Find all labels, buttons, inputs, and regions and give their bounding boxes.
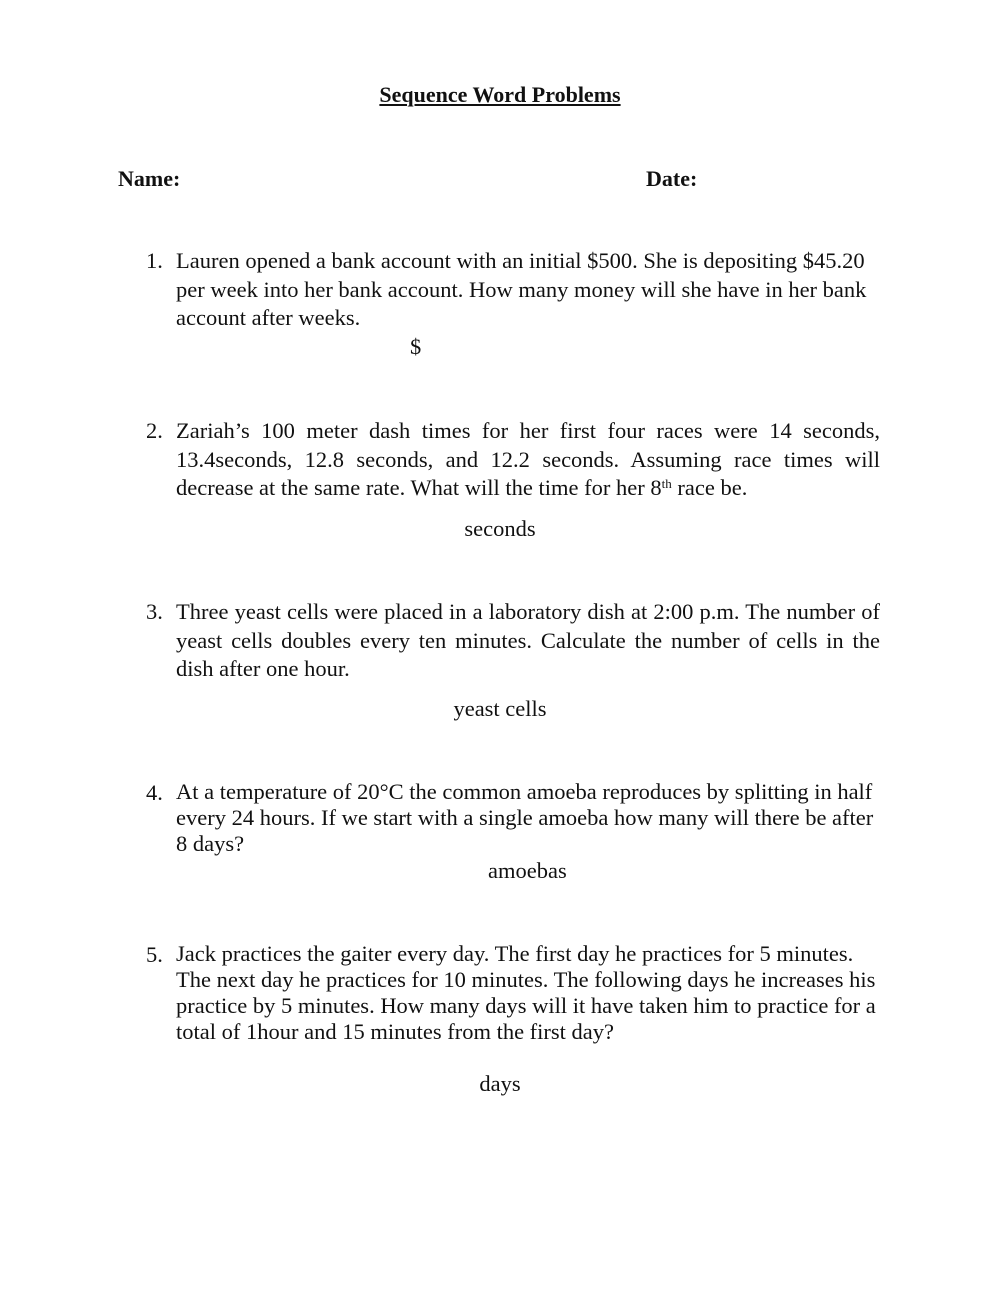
ordinal-superscript: th (661, 476, 672, 491)
question-number: 1. (146, 248, 163, 273)
question-number: 2. (146, 418, 163, 443)
answer-unit-1: $ (410, 334, 422, 359)
date-label: Date: (646, 166, 698, 191)
question-4 (146, 779, 880, 857)
question-text: At a temperature of 20°C the common amoeba reproduces by splitting in half every 24 hours. If we start with a single amoeba how many will there be after 8 days? (176, 779, 874, 856)
question-2 (146, 417, 880, 503)
answer-unit-3: yeast cells (453, 696, 547, 721)
question-number: 4. (146, 780, 163, 805)
question-number: 3. (146, 599, 163, 624)
question-text-part: race be. (671, 475, 748, 500)
question-5 (146, 941, 880, 1045)
answer-unit-2: seconds (464, 516, 536, 541)
answer-unit-5: days (479, 1071, 521, 1096)
question-text (176, 417, 880, 503)
name-label: Name: (118, 166, 181, 191)
question-3 (146, 598, 880, 684)
question-1 (146, 247, 880, 333)
question-text: Three yeast cells were placed in a laboratory dish at 2:00 p.m. The number of yeast cells doubles every ten minutes. Calculate the number of cells in the dish after one hour. (176, 599, 880, 681)
page-title: Sequence Word Problems (379, 82, 621, 107)
question-text: Lauren opened a bank account with an initial $500. She is depositing $45.20 per week into her bank account. How many money will she have in her bank account after weeks. (176, 248, 867, 330)
question-number: 5. (146, 942, 163, 967)
question-text: Jack practices the gaiter every day. The first day he practices for 5 minutes. The next day he practices for 10 minutes. The following days he increases his practice by 5 minutes. How many days will it have taken him to practice for a total of 1hour and 15 minutes from the first day? (176, 941, 876, 1044)
question-text-part: Zariah’s 100 meter dash times for her first four races were 14 seconds, 13.4seconds, 12.8 seconds, and 12.2 seconds. Assuming race times will decrease at the same rate. What will the time for her 8 (176, 418, 880, 500)
answer-unit-4: amoebas (488, 858, 567, 883)
